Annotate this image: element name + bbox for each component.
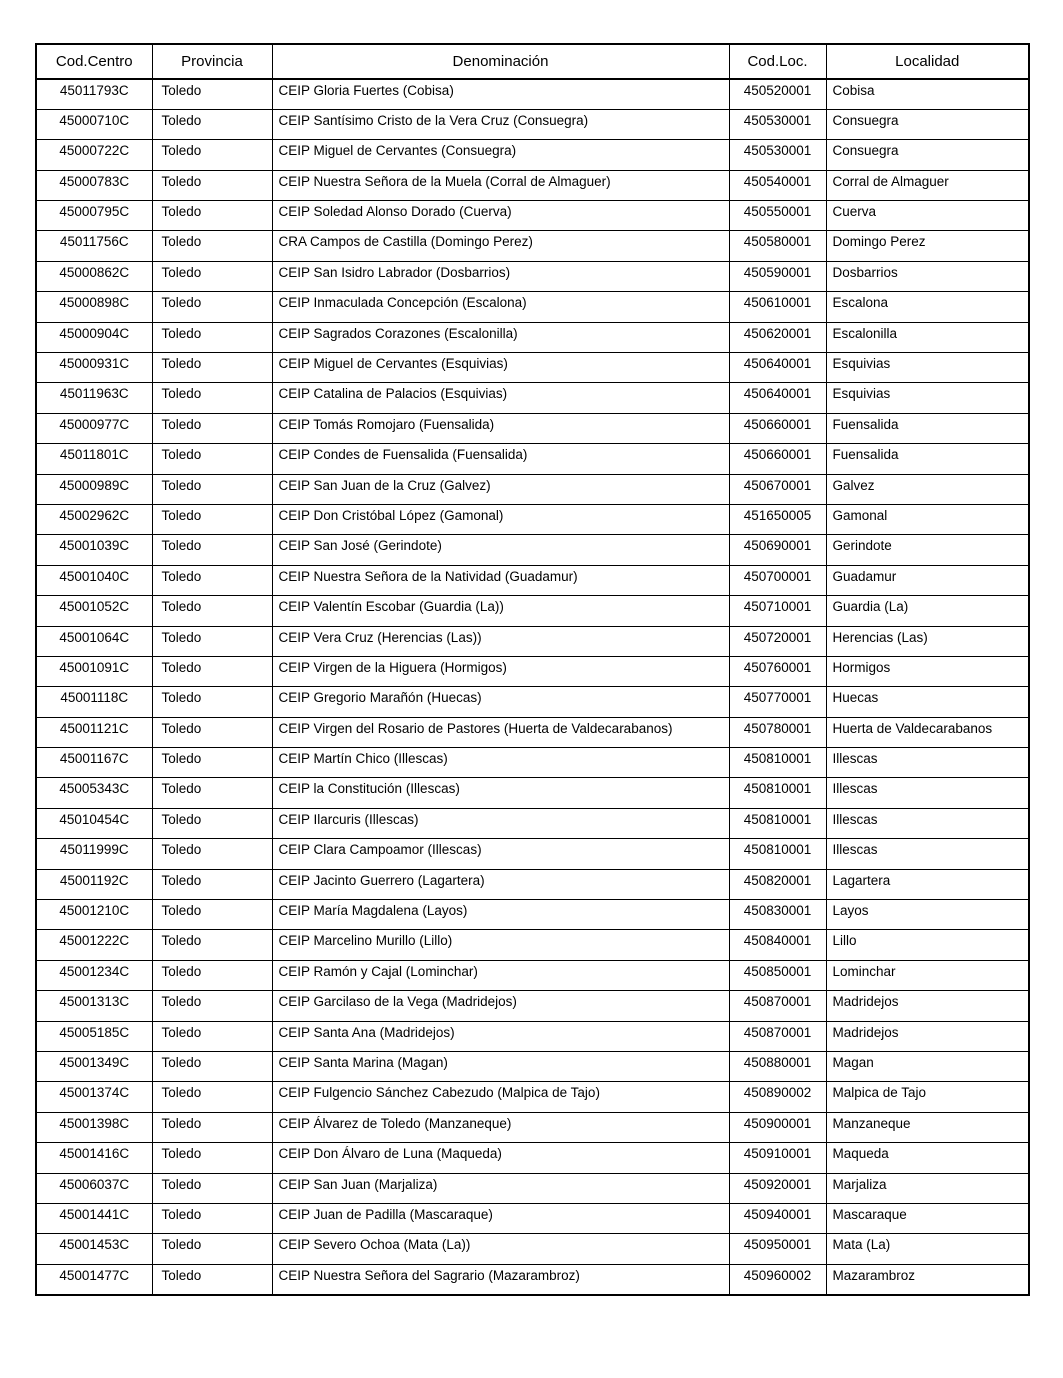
cell-provincia: Toledo bbox=[152, 991, 272, 1021]
cell-cod-loc: 450710001 bbox=[729, 596, 826, 626]
cell-cod-centro: 45001416C bbox=[36, 1143, 152, 1173]
table-row bbox=[36, 1234, 1029, 1264]
cell-cod-centro: 45000931C bbox=[36, 353, 152, 383]
cell-provincia: Toledo bbox=[152, 778, 272, 808]
cell-provincia: Toledo bbox=[152, 1173, 272, 1203]
cell-cod-centro: 45011756C bbox=[36, 231, 152, 261]
cell-provincia: Toledo bbox=[152, 1052, 272, 1082]
cell-cod-loc: 450690001 bbox=[729, 535, 826, 565]
cell-provincia: Toledo bbox=[152, 869, 272, 899]
cell-cod-loc: 450550001 bbox=[729, 201, 826, 231]
cell-denominacion: CEIP Garcilaso de la Vega (Madridejos) bbox=[272, 991, 729, 1021]
cell-cod-loc: 450910001 bbox=[729, 1143, 826, 1173]
cell-localidad: Illescas bbox=[826, 808, 1029, 838]
cell-localidad: Fuensalida bbox=[826, 413, 1029, 443]
table-row bbox=[36, 79, 1029, 109]
header-denominacion: Denominación bbox=[272, 44, 729, 79]
cell-provincia: Toledo bbox=[152, 717, 272, 747]
table-row bbox=[36, 140, 1029, 170]
table-row bbox=[36, 748, 1029, 778]
cell-cod-loc: 450880001 bbox=[729, 1052, 826, 1082]
cell-denominacion: CEIP la Constitución (Illescas) bbox=[272, 778, 729, 808]
cell-cod-loc: 450720001 bbox=[729, 626, 826, 656]
cell-denominacion: CEIP Miguel de Cervantes (Esquivias) bbox=[272, 353, 729, 383]
cell-cod-loc: 450760001 bbox=[729, 656, 826, 686]
cell-provincia: Toledo bbox=[152, 413, 272, 443]
cell-denominacion: CEIP María Magdalena (Layos) bbox=[272, 900, 729, 930]
cell-localidad: Corral de Almaguer bbox=[826, 170, 1029, 200]
cell-cod-loc: 450660001 bbox=[729, 413, 826, 443]
cell-denominacion: CEIP Santa Ana (Madridejos) bbox=[272, 1021, 729, 1051]
cell-cod-loc: 450890002 bbox=[729, 1082, 826, 1112]
cell-cod-centro: 45011999C bbox=[36, 839, 152, 869]
cell-cod-centro: 45011963C bbox=[36, 383, 152, 413]
cell-denominacion: CEIP Catalina de Palacios (Esquivias) bbox=[272, 383, 729, 413]
table-row bbox=[36, 1112, 1029, 1142]
cell-localidad: Herencias (Las) bbox=[826, 626, 1029, 656]
cell-localidad: Lagartera bbox=[826, 869, 1029, 899]
cell-denominacion: CEIP Nuestra Señora de la Muela (Corral de Almaguer) bbox=[272, 170, 729, 200]
cell-cod-centro: 45000722C bbox=[36, 140, 152, 170]
cell-cod-centro: 45001192C bbox=[36, 869, 152, 899]
cell-provincia: Toledo bbox=[152, 170, 272, 200]
cell-cod-centro: 45011801C bbox=[36, 444, 152, 474]
cell-localidad: Mata (La) bbox=[826, 1234, 1029, 1264]
cell-denominacion: CEIP Severo Ochoa (Mata (La)) bbox=[272, 1234, 729, 1264]
cell-denominacion: CEIP Soledad Alonso Dorado (Cuerva) bbox=[272, 201, 729, 231]
cell-localidad: Malpica de Tajo bbox=[826, 1082, 1029, 1112]
cell-cod-centro: 45001441C bbox=[36, 1203, 152, 1233]
cell-cod-loc: 450700001 bbox=[729, 565, 826, 595]
cell-provincia: Toledo bbox=[152, 808, 272, 838]
table-row bbox=[36, 1173, 1029, 1203]
cell-denominacion: CEIP Fulgencio Sánchez Cabezudo (Malpica de Tajo) bbox=[272, 1082, 729, 1112]
cell-cod-loc: 450940001 bbox=[729, 1203, 826, 1233]
cell-cod-loc: 450660001 bbox=[729, 444, 826, 474]
cell-localidad: Manzaneque bbox=[826, 1112, 1029, 1142]
cell-provincia: Toledo bbox=[152, 960, 272, 990]
table-row bbox=[36, 596, 1029, 626]
cell-cod-centro: 45001398C bbox=[36, 1112, 152, 1142]
table-row bbox=[36, 717, 1029, 747]
table-row bbox=[36, 444, 1029, 474]
cell-localidad: Marjaliza bbox=[826, 1173, 1029, 1203]
cell-localidad: Huerta de Valdecarabanos bbox=[826, 717, 1029, 747]
cell-localidad: Consuegra bbox=[826, 109, 1029, 139]
cell-cod-centro: 45001039C bbox=[36, 535, 152, 565]
table-row bbox=[36, 1143, 1029, 1173]
cell-denominacion: CEIP San Juan de la Cruz (Galvez) bbox=[272, 474, 729, 504]
cell-denominacion: CEIP Ramón y Cajal (Lominchar) bbox=[272, 960, 729, 990]
cell-denominacion: CEIP Clara Campoamor (Illescas) bbox=[272, 839, 729, 869]
cell-cod-loc: 450640001 bbox=[729, 353, 826, 383]
cell-cod-loc: 451650005 bbox=[729, 504, 826, 534]
cell-provincia: Toledo bbox=[152, 687, 272, 717]
table-row bbox=[36, 170, 1029, 200]
cell-localidad: Dosbarrios bbox=[826, 261, 1029, 291]
cell-cod-centro: 45000989C bbox=[36, 474, 152, 504]
cell-denominacion: CEIP Santa Marina (Magan) bbox=[272, 1052, 729, 1082]
cell-cod-centro: 45005343C bbox=[36, 778, 152, 808]
cell-localidad: Maqueda bbox=[826, 1143, 1029, 1173]
cell-provincia: Toledo bbox=[152, 596, 272, 626]
cell-cod-centro: 45000977C bbox=[36, 413, 152, 443]
cell-localidad: Huecas bbox=[826, 687, 1029, 717]
cell-cod-loc: 450780001 bbox=[729, 717, 826, 747]
table-row bbox=[36, 474, 1029, 504]
cell-provincia: Toledo bbox=[152, 626, 272, 656]
cell-cod-loc: 450770001 bbox=[729, 687, 826, 717]
cell-localidad: Escalona bbox=[826, 292, 1029, 322]
cell-cod-centro: 45002962C bbox=[36, 504, 152, 534]
cell-denominacion: CEIP Álvarez de Toledo (Manzaneque) bbox=[272, 1112, 729, 1142]
cell-cod-centro: 45001052C bbox=[36, 596, 152, 626]
table-row bbox=[36, 353, 1029, 383]
cell-denominacion: CEIP San Juan (Marjaliza) bbox=[272, 1173, 729, 1203]
cell-localidad: Madridejos bbox=[826, 991, 1029, 1021]
table-row bbox=[36, 535, 1029, 565]
cell-cod-loc: 450540001 bbox=[729, 170, 826, 200]
cell-provincia: Toledo bbox=[152, 1021, 272, 1051]
cell-cod-centro: 45001091C bbox=[36, 656, 152, 686]
cell-provincia: Toledo bbox=[152, 565, 272, 595]
cell-cod-loc: 450920001 bbox=[729, 1173, 826, 1203]
cell-denominacion: CEIP Inmaculada Concepción (Escalona) bbox=[272, 292, 729, 322]
cell-cod-loc: 450840001 bbox=[729, 930, 826, 960]
header-localidad: Localidad bbox=[826, 44, 1029, 79]
cell-provincia: Toledo bbox=[152, 109, 272, 139]
header-provincia: Provincia bbox=[152, 44, 272, 79]
cell-cod-centro: 45001374C bbox=[36, 1082, 152, 1112]
cell-localidad: Galvez bbox=[826, 474, 1029, 504]
table-row bbox=[36, 1203, 1029, 1233]
cell-localidad: Illescas bbox=[826, 778, 1029, 808]
header-cod-loc: Cod.Loc. bbox=[729, 44, 826, 79]
cell-denominacion: CEIP Nuestra Señora del Sagrario (Mazarambroz) bbox=[272, 1264, 729, 1294]
cell-cod-centro: 45011793C bbox=[36, 79, 152, 109]
table-row bbox=[36, 1264, 1029, 1294]
cell-localidad: Illescas bbox=[826, 748, 1029, 778]
cell-cod-centro: 45001118C bbox=[36, 687, 152, 717]
cell-localidad: Guadamur bbox=[826, 565, 1029, 595]
cell-provincia: Toledo bbox=[152, 79, 272, 109]
cell-denominacion: CEIP Virgen del Rosario de Pastores (Huerta de Valdecarabanos) bbox=[272, 717, 729, 747]
cell-cod-centro: 45000795C bbox=[36, 201, 152, 231]
cell-localidad: Lominchar bbox=[826, 960, 1029, 990]
cell-provincia: Toledo bbox=[152, 1264, 272, 1294]
cell-localidad: Fuensalida bbox=[826, 444, 1029, 474]
cell-cod-centro: 45001349C bbox=[36, 1052, 152, 1082]
cell-provincia: Toledo bbox=[152, 656, 272, 686]
cell-denominacion: CEIP Don Álvaro de Luna (Maqueda) bbox=[272, 1143, 729, 1173]
cell-provincia: Toledo bbox=[152, 535, 272, 565]
cell-cod-loc: 450620001 bbox=[729, 322, 826, 352]
cell-provincia: Toledo bbox=[152, 930, 272, 960]
cell-denominacion: CEIP Ilarcuris (Illescas) bbox=[272, 808, 729, 838]
cell-denominacion: CEIP Vera Cruz (Herencias (Las)) bbox=[272, 626, 729, 656]
table-row bbox=[36, 900, 1029, 930]
cell-cod-centro: 45001234C bbox=[36, 960, 152, 990]
cell-cod-centro: 45001210C bbox=[36, 900, 152, 930]
cell-cod-centro: 45000783C bbox=[36, 170, 152, 200]
cell-localidad: Magan bbox=[826, 1052, 1029, 1082]
cell-localidad: Hormigos bbox=[826, 656, 1029, 686]
cell-cod-loc: 450810001 bbox=[729, 839, 826, 869]
cell-cod-loc: 450610001 bbox=[729, 292, 826, 322]
cell-localidad: Illescas bbox=[826, 839, 1029, 869]
cell-cod-loc: 450530001 bbox=[729, 140, 826, 170]
cell-denominacion: CEIP Sagrados Corazones (Escalonilla) bbox=[272, 322, 729, 352]
table-row bbox=[36, 201, 1029, 231]
cell-denominacion: CEIP San José (Gerindote) bbox=[272, 535, 729, 565]
cell-cod-centro: 45010454C bbox=[36, 808, 152, 838]
table-row bbox=[36, 808, 1029, 838]
cell-provincia: Toledo bbox=[152, 474, 272, 504]
cell-localidad: Escalonilla bbox=[826, 322, 1029, 352]
cell-cod-centro: 45000862C bbox=[36, 261, 152, 291]
table-row bbox=[36, 869, 1029, 899]
cell-provincia: Toledo bbox=[152, 1112, 272, 1142]
cell-cod-loc: 450810001 bbox=[729, 808, 826, 838]
cell-provincia: Toledo bbox=[152, 900, 272, 930]
cell-cod-loc: 450950001 bbox=[729, 1234, 826, 1264]
table-row bbox=[36, 383, 1029, 413]
cell-denominacion: CEIP Marcelino Murillo (Lillo) bbox=[272, 930, 729, 960]
table-header-row bbox=[36, 44, 1029, 79]
cell-cod-centro: 45000904C bbox=[36, 322, 152, 352]
cell-cod-loc: 450810001 bbox=[729, 748, 826, 778]
cell-provincia: Toledo bbox=[152, 322, 272, 352]
cell-denominacion: CEIP Martín Chico (Illescas) bbox=[272, 748, 729, 778]
table-row bbox=[36, 778, 1029, 808]
cell-localidad: Esquivias bbox=[826, 353, 1029, 383]
cell-localidad: Cuerva bbox=[826, 201, 1029, 231]
cell-denominacion: CEIP San Isidro Labrador (Dosbarrios) bbox=[272, 261, 729, 291]
cell-cod-centro: 45001222C bbox=[36, 930, 152, 960]
cell-localidad: Consuegra bbox=[826, 140, 1029, 170]
table-row bbox=[36, 1082, 1029, 1112]
cell-cod-loc: 450960002 bbox=[729, 1264, 826, 1294]
cell-cod-loc: 450830001 bbox=[729, 900, 826, 930]
cell-denominacion: CEIP Gregorio Marañón (Huecas) bbox=[272, 687, 729, 717]
cell-cod-loc: 450870001 bbox=[729, 1021, 826, 1051]
cell-cod-loc: 450520001 bbox=[729, 79, 826, 109]
cell-cod-loc: 450850001 bbox=[729, 960, 826, 990]
cell-cod-loc: 450640001 bbox=[729, 383, 826, 413]
cell-provincia: Toledo bbox=[152, 261, 272, 291]
cell-denominacion: CEIP Gloria Fuertes (Cobisa) bbox=[272, 79, 729, 109]
cell-provincia: Toledo bbox=[152, 201, 272, 231]
cell-cod-centro: 45001121C bbox=[36, 717, 152, 747]
cell-cod-centro: 45006037C bbox=[36, 1173, 152, 1203]
table-row bbox=[36, 991, 1029, 1021]
cell-localidad: Domingo Perez bbox=[826, 231, 1029, 261]
cell-localidad: Madridejos bbox=[826, 1021, 1029, 1051]
cell-provincia: Toledo bbox=[152, 748, 272, 778]
cell-cod-centro: 45001040C bbox=[36, 565, 152, 595]
cell-denominacion: CEIP Miguel de Cervantes (Consuegra) bbox=[272, 140, 729, 170]
table-row bbox=[36, 292, 1029, 322]
cell-cod-centro: 45000898C bbox=[36, 292, 152, 322]
cell-denominacion: CEIP Virgen de la Higuera (Hormigos) bbox=[272, 656, 729, 686]
cell-provincia: Toledo bbox=[152, 1234, 272, 1264]
table-row bbox=[36, 626, 1029, 656]
table-row bbox=[36, 960, 1029, 990]
table-row bbox=[36, 839, 1029, 869]
cell-cod-loc: 450590001 bbox=[729, 261, 826, 291]
cell-cod-centro: 45001064C bbox=[36, 626, 152, 656]
cell-localidad: Guardia (La) bbox=[826, 596, 1029, 626]
table-row bbox=[36, 231, 1029, 261]
cell-provincia: Toledo bbox=[152, 231, 272, 261]
table-row bbox=[36, 656, 1029, 686]
cell-localidad: Cobisa bbox=[826, 79, 1029, 109]
table-row bbox=[36, 109, 1029, 139]
cell-localidad: Lillo bbox=[826, 930, 1029, 960]
cell-localidad: Esquivias bbox=[826, 383, 1029, 413]
cell-cod-loc: 450820001 bbox=[729, 869, 826, 899]
cell-provincia: Toledo bbox=[152, 839, 272, 869]
cell-cod-loc: 450900001 bbox=[729, 1112, 826, 1142]
cell-denominacion: CEIP Valentín Escobar (Guardia (La)) bbox=[272, 596, 729, 626]
cell-localidad: Mazarambroz bbox=[826, 1264, 1029, 1294]
table-body bbox=[36, 79, 1029, 1295]
cell-cod-centro: 45005185C bbox=[36, 1021, 152, 1051]
cell-provincia: Toledo bbox=[152, 444, 272, 474]
table-row bbox=[36, 504, 1029, 534]
cell-cod-centro: 45001167C bbox=[36, 748, 152, 778]
cell-provincia: Toledo bbox=[152, 1082, 272, 1112]
cell-cod-centro: 45000710C bbox=[36, 109, 152, 139]
cell-denominacion: CRA Campos de Castilla (Domingo Perez) bbox=[272, 231, 729, 261]
table-row bbox=[36, 413, 1029, 443]
cell-localidad: Layos bbox=[826, 900, 1029, 930]
cell-denominacion: CEIP Nuestra Señora de la Natividad (Guadamur) bbox=[272, 565, 729, 595]
cell-localidad: Mascaraque bbox=[826, 1203, 1029, 1233]
table-row bbox=[36, 565, 1029, 595]
cell-provincia: Toledo bbox=[152, 504, 272, 534]
cell-provincia: Toledo bbox=[152, 1143, 272, 1173]
cell-cod-centro: 45001453C bbox=[36, 1234, 152, 1264]
table-row bbox=[36, 322, 1029, 352]
cell-provincia: Toledo bbox=[152, 140, 272, 170]
cell-denominacion: CEIP Tomás Romojaro (Fuensalida) bbox=[272, 413, 729, 443]
cell-denominacion: CEIP Juan de Padilla (Mascaraque) bbox=[272, 1203, 729, 1233]
cell-cod-loc: 450530001 bbox=[729, 109, 826, 139]
cell-localidad: Gerindote bbox=[826, 535, 1029, 565]
cell-cod-centro: 45001313C bbox=[36, 991, 152, 1021]
header-cod-centro: Cod.Centro bbox=[36, 44, 152, 79]
table-row bbox=[36, 687, 1029, 717]
table-row bbox=[36, 1021, 1029, 1051]
cell-cod-centro: 45001477C bbox=[36, 1264, 152, 1294]
cell-cod-loc: 450670001 bbox=[729, 474, 826, 504]
cell-cod-loc: 450870001 bbox=[729, 991, 826, 1021]
cell-provincia: Toledo bbox=[152, 1203, 272, 1233]
cell-denominacion: CEIP Jacinto Guerrero (Lagartera) bbox=[272, 869, 729, 899]
cell-provincia: Toledo bbox=[152, 292, 272, 322]
cell-cod-loc: 450810001 bbox=[729, 778, 826, 808]
cell-denominacion: CEIP Don Cristóbal López (Gamonal) bbox=[272, 504, 729, 534]
table-row bbox=[36, 261, 1029, 291]
cell-provincia: Toledo bbox=[152, 383, 272, 413]
table-row bbox=[36, 930, 1029, 960]
table-row bbox=[36, 1052, 1029, 1082]
cell-denominacion: CEIP Condes de Fuensalida (Fuensalida) bbox=[272, 444, 729, 474]
cell-cod-loc: 450580001 bbox=[729, 231, 826, 261]
centros-table bbox=[35, 43, 1030, 1296]
cell-localidad: Gamonal bbox=[826, 504, 1029, 534]
cell-provincia: Toledo bbox=[152, 353, 272, 383]
cell-denominacion: CEIP Santísimo Cristo de la Vera Cruz (Consuegra) bbox=[272, 109, 729, 139]
